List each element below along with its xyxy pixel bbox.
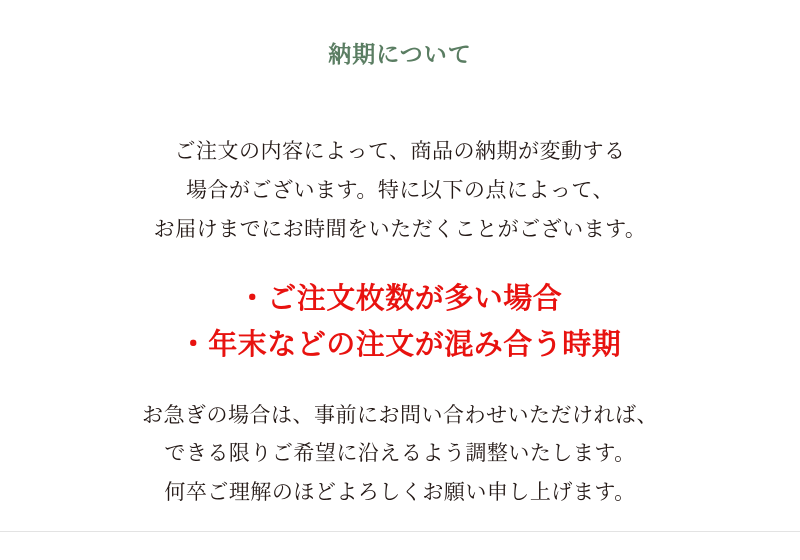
closing-line: できる限りご希望に沿えるよう調整いたします。 [164, 442, 636, 466]
intro-line: 場合がございます。特に以下の点によって、 [186, 179, 614, 203]
highlight-line: ・年末などの注文が混み合う時期 [178, 329, 622, 362]
page-title: 納期について [328, 41, 472, 67]
highlight-list [80, 276, 720, 369]
highlight-line: ・ご注文枚数が多い場合 [237, 282, 563, 315]
intro-line: お届けまでにお時間をいただくことがございます。 [153, 217, 647, 241]
closing-paragraph [80, 397, 720, 514]
closing-line: お急ぎの場合は、事前にお問い合わせいただければ、 [142, 403, 658, 427]
intro-line: ご注文の内容によって、商品の納期が変動する [174, 140, 626, 164]
footer-divider [0, 531, 800, 532]
closing-line: 何卒ご理解のほどよろしくお願い申し上げます。 [164, 481, 636, 505]
intro-paragraph [80, 133, 720, 250]
